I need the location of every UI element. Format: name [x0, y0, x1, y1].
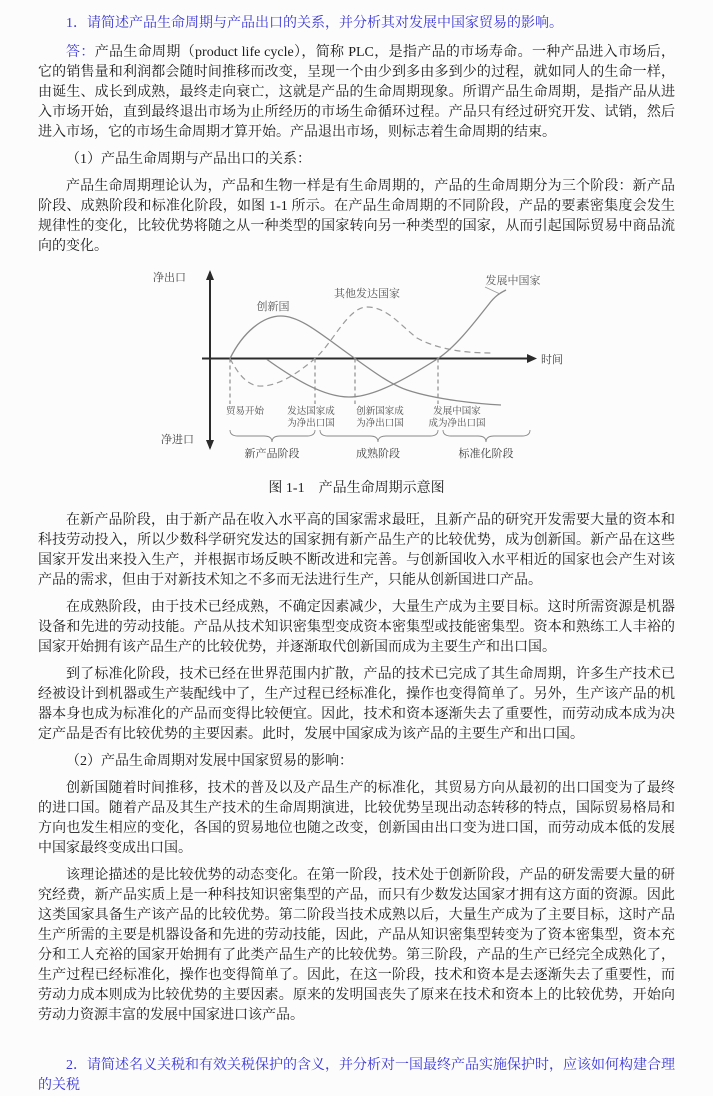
x-axis-label: 时间 — [540, 354, 563, 366]
developing-label-leader-line — [485, 287, 500, 294]
paragraph-new-stage: 在新产品阶段，由于新产品在收入水平高的国家需求最旺，且新产品的研究开发需要大量的资本和科技劳动投入，所以少数科学研究发达的国家拥有新产品生产的比较优势，成为创新国。新产品在这些国家开发出来投入生产，并根据市场反映不断改进和完善。与创新国收入水平相近的国家也会产生对该产品的需求，但由于对新技术知之不多而无法进行生产，只能从创新国进口产品。 — [38, 513, 675, 588]
x-axis-arrow-icon — [527, 354, 537, 363]
event-label-developed-line1: 发达国家成 — [286, 407, 335, 417]
brace-mature-stage — [320, 430, 438, 442]
curve-label-other-developed: 其他发达国家 — [333, 288, 400, 300]
brace-new-product-stage — [230, 430, 315, 442]
section1-heading: （1）产品生命周期与产品出口的关系： — [66, 152, 311, 167]
event-label-developing-line1: 发展中国家 — [432, 407, 481, 417]
document-page — [38, 14, 675, 1096]
paragraph-impact-detail: 该理论描述的是比较优势的动态变化。在第一阶段，技术处于创新阶段，产品的研发需要大量的研究经费，新产品实质上是一种科技知识密集型的产品，而只有少数发达国家才拥有这方面的资源。因此这类国家具备生产该产品的比较优势。第二阶段当技术成熟以后，大量生产成为了主要目标，这时产品生产所需的主要是机器设备和先进的劳动技能，因此，产品从知识密集型转变为了资本密集型，资本充分和工人充裕的国家开始拥有了此类产品生产的比较优势。第三阶段，产品的生产已经完全成熟化了，生产过程已经标准化，操作也变得简单了。因此，在这一阶段，技术和资本是去逐渐失去了重要性，而劳动力成本则成为比较优势的主要因素。原来的发明国丧失了原来在技术和资本上的比较优势，开始向劳动力资源丰富的发展中国家进口该产品。 — [38, 868, 675, 1023]
stage-label-standardized: 标准化阶段 — [458, 448, 513, 460]
product-life-cycle-figure — [145, 264, 569, 469]
paragraph-standard-stage: 到了标准化阶段，技术已经在世界范围内扩散，产品的技术已完成了其生命周期，许多生产技术已经被设计到机器或生产装配线中了，生产过程已经标准化，操作也变得简单了。另外，生产该产品的机器本身也成为标准化的产品而变得比较便宜。因此，技术和资本逐渐失去了重要性，而劳动成本成为决定产品是否有比较优势的主要因素。此时，发展中国家成为该产品的主要生产和出口国。 — [38, 667, 675, 742]
curve-label-developing: 发展中国家 — [485, 275, 540, 287]
paragraph-mature-stage: 在成熟阶段，由于技术已经成熟，不确定因素减少，大量生产成为主要目标。这时所需资源是机器设备和先进的劳动技能。产品从技术知识密集型变成资本密集型或技能密集型。资本和熟练工人丰裕的国家开始拥有该产品生产的比较优势，并逐渐取代创新国而成为主要生产和出口国。 — [38, 600, 675, 655]
paragraph-impact-overview: 创新国随着时间推移，技术的普及以及产品生产的标准化，其贸易方向从最初的出口国变为了最终的进口国。随着产品及其生产技术的生命周期演进，比较优势呈现出动态转移的特点，国际贸易格局和方向也发生相应的变化，各国的贸易地位也随之改变，创新国由出口变为进口国，而劳动成本低的发展中国家最终变成出口国。 — [38, 781, 675, 856]
life-cycle-chart — [145, 264, 569, 462]
question-1: 1．请简述产品生命周期与产品出口的关系，并分析其对发展中国家贸易的影响。 — [66, 16, 563, 31]
curve-innovator — [230, 316, 501, 405]
event-label-developing-line2: 成为净出口国 — [427, 419, 486, 429]
stage-label-new-product: 新产品阶段 — [244, 448, 299, 460]
answer-intro-paragraph — [38, 43, 675, 143]
brace-standard-stage — [443, 430, 530, 442]
event-label-innovator-line2: 为净出口国 — [355, 419, 404, 429]
question-2: 2．请简述名义关税和有效关税保护的含义，并分析对一国最终产品实施保护时，应该如何构建合理的关税 — [38, 1058, 675, 1093]
section2-heading: （2）产品生命周期对发展中国家贸易的影响： — [66, 754, 353, 769]
y-axis-top-label: 净出口 — [152, 272, 186, 284]
event-label-innovator-line1: 创新国家成 — [355, 407, 404, 417]
answer-label: 答： — [66, 45, 95, 60]
event-label-trade-start: 贸易开始 — [225, 407, 264, 417]
y-axis-bottom-label: 净进口 — [160, 434, 194, 446]
y-axis-down-arrow-icon — [206, 440, 214, 450]
y-axis-up-arrow-icon — [206, 270, 214, 280]
curve-label-innovator: 创新国 — [256, 301, 289, 313]
answer-intro-text: 产品生命周期（product life cycle），简称 PLC，是指产品的市场寿命。一种产品进入市场后，它的销售量和利润都会随时间推移而改变，呈现一个由少到多由多到少的过程，就如同人的生命一样，由诞生、成长到成熟，最终走向衰亡，这就是产品的生命周期现象。所谓产品生命周期，是指产品从进入市场开始，直到最终退出市场为止所经历的市场生命循环过程。产品只有经过研究开发、试销，然后进入市场，它的市场生命周期才算开始。产品退出市场，则标志着生命周期的结束。 — [38, 45, 675, 140]
paragraph-theory: 产品生命周期理论认为，产品和生物一样是有生命周期的，产品的生命周期分为三个阶段：新产品阶段、成熟阶段和标准化阶段，如图 1-1 所示。在产品生命周期的不同阶段，产品的要素密集度会发生规律性的变化，比较优势将随之从一种类型的国家转向另一种类型的国家，从而引起国际贸易中商品流向的变化。 — [38, 179, 675, 254]
figure-caption: 图 1-1 产品生命周期示意图 — [268, 481, 445, 496]
curve-developing — [267, 290, 506, 397]
event-label-developed-line2: 为净出口国 — [286, 419, 335, 429]
stage-label-mature: 成熟阶段 — [355, 448, 400, 460]
